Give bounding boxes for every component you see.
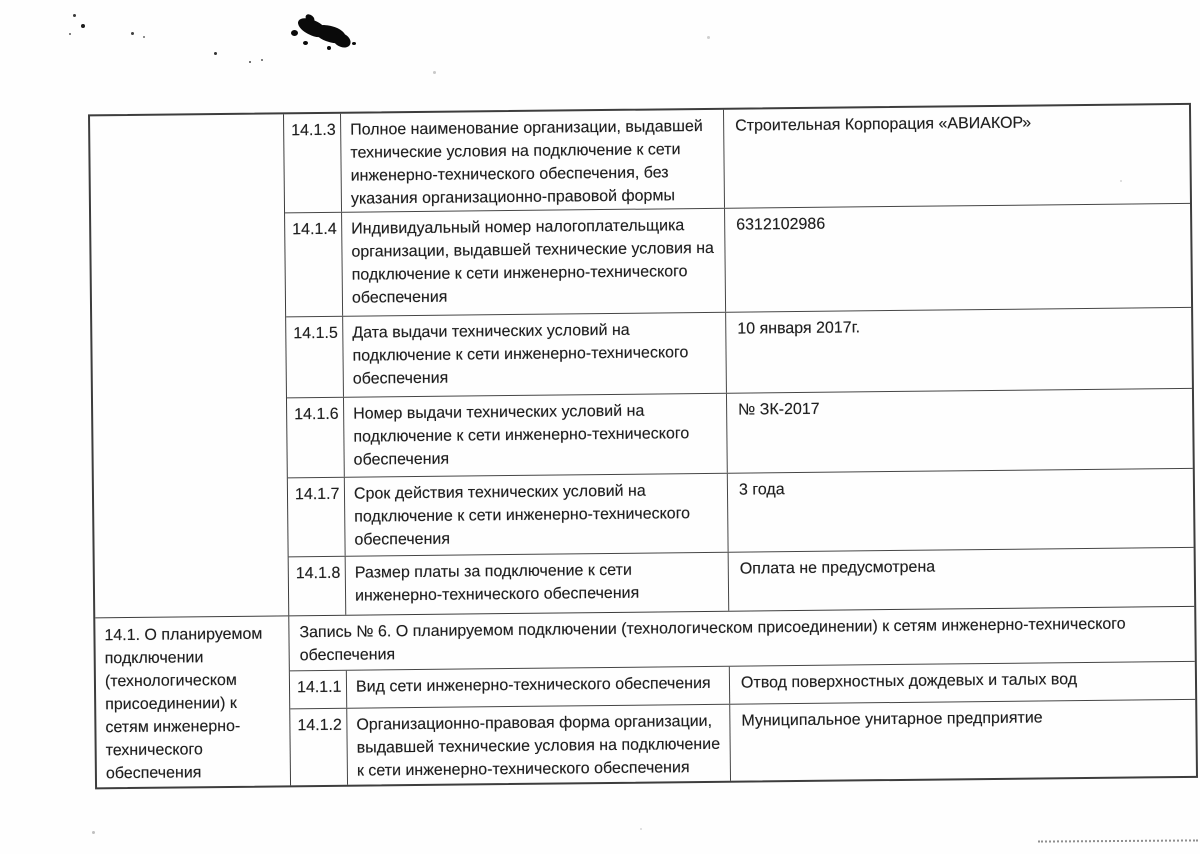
row-number: 14.1.7 bbox=[288, 478, 346, 557]
row-number: 14.1.1 bbox=[290, 671, 347, 709]
row-value: № ЗК-2017 bbox=[738, 400, 820, 419]
row-label: Вид сети инженерно-технического обеспечения bbox=[347, 667, 730, 708]
row-label: Полное наименование организации, выдавшей технические условия на подключение к сети инженерно-технического обеспечения, без указания организационно-правовой формы bbox=[341, 110, 725, 212]
table-row bbox=[290, 700, 1196, 785]
scan-speck bbox=[433, 71, 436, 74]
table-row bbox=[285, 204, 1191, 317]
table-row bbox=[287, 389, 1193, 478]
row-value: Оплата не предусмотрена bbox=[739, 558, 936, 578]
row-value: 6312102986 bbox=[736, 215, 826, 234]
continuation-section bbox=[90, 105, 1194, 617]
row-number: 14.1.2 bbox=[290, 709, 348, 786]
scan-speck bbox=[249, 61, 251, 63]
row-value: 3 года bbox=[738, 481, 785, 499]
row-label: Размер платы за подключение к сети инженерно-технического обеспечения bbox=[346, 553, 730, 615]
table-row bbox=[289, 548, 1195, 615]
scan-speck bbox=[131, 32, 134, 35]
row-label: Дата выдачи технических условий на подключение к сети инженерно-технического обеспечения bbox=[343, 313, 727, 397]
scan-speck bbox=[92, 831, 95, 834]
row-label: Срок действия технических условий на подключение к сети инженерно-технического обеспечения bbox=[345, 474, 729, 556]
table-row bbox=[284, 105, 1190, 213]
row-number: 14.1.6 bbox=[287, 398, 345, 478]
scan-speck bbox=[81, 24, 85, 28]
row-value: Отвод поверхностных дождевых и талых вод bbox=[740, 671, 1078, 692]
scan-speck bbox=[214, 52, 217, 55]
scan-speck bbox=[261, 59, 263, 61]
row-number: 14.1.3 bbox=[284, 114, 342, 213]
row-number: 14.1.8 bbox=[289, 557, 347, 616]
section-14-1 bbox=[95, 606, 1196, 787]
scan-speck bbox=[69, 33, 71, 35]
scan-speck bbox=[143, 36, 145, 38]
scan-speck bbox=[73, 14, 76, 17]
record-header: Запись № 6. О планируемом подключении (технологическом присоединении) к сетям инженерно-технического обеспечения bbox=[289, 607, 1195, 671]
row-number: 14.1.4 bbox=[285, 213, 343, 317]
row-number: 14.1.5 bbox=[286, 317, 344, 398]
technical-conditions-table bbox=[88, 103, 1198, 790]
row-value: Строительная Корпорация «АВИАКОР» bbox=[735, 114, 1032, 135]
scan-speck bbox=[640, 828, 642, 830]
table-row bbox=[286, 308, 1192, 398]
section-label-cell: 14.1. О планируемом подключении (технологическом присоединении) к сетям инженерно-технического обеспечения bbox=[95, 616, 291, 787]
scan-dotted-line bbox=[1038, 839, 1198, 842]
row-label: Индивидуальный номер налогоплательщика организации, выдавшей технические условия на подключение к сети инженерно-технического обеспечения bbox=[342, 209, 726, 316]
table-row bbox=[288, 469, 1194, 557]
scan-speck bbox=[707, 36, 710, 39]
row-value: Муниципальное унитарное предприятие bbox=[741, 709, 1043, 730]
row-value: 10 января 2017г. bbox=[737, 319, 861, 338]
row-label: Организационно-правовая форма организации, выдавшей технические условия на подключение к сети инженерно-технического обеспечения bbox=[347, 705, 731, 785]
row-label: Номер выдачи технических условий на подключение к сети инженерно-технического обеспечения bbox=[344, 394, 728, 477]
record-block bbox=[289, 607, 1196, 785]
continuation-empty-cell bbox=[90, 114, 289, 617]
